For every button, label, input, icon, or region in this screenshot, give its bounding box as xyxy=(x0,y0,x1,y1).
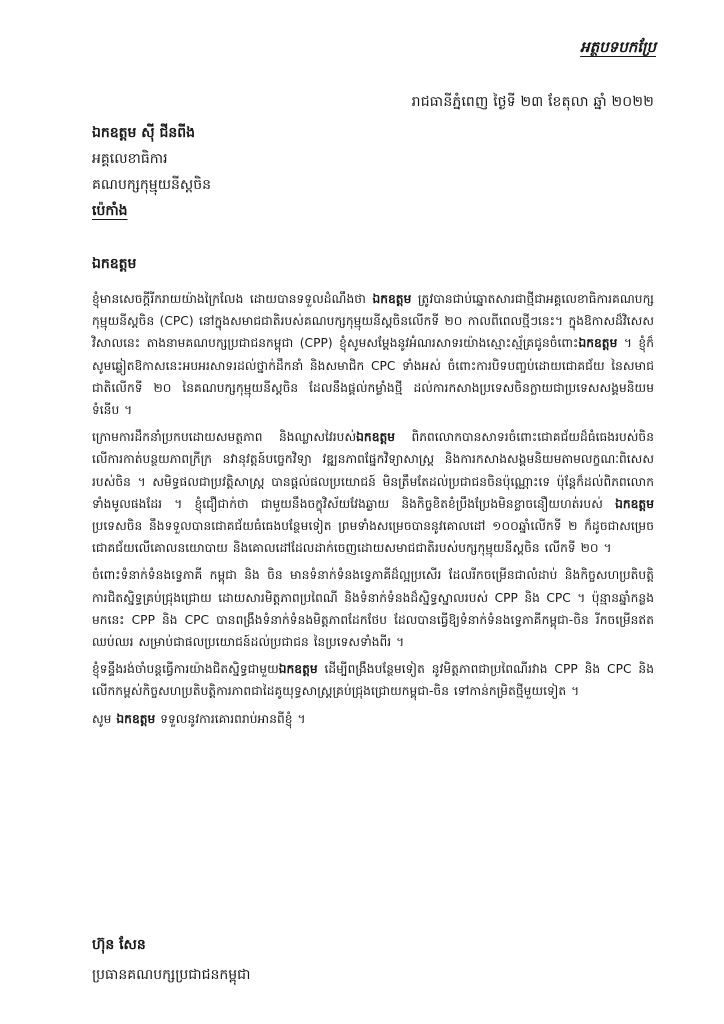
honorific: ឯកឧត្តម xyxy=(278,662,318,677)
paragraph-text: ប្រទេសចិន នឹងទទួលបានជោគជ័យធំធេងបន្ថែមទៀត ព្រមទាំងសម្រេចបាននូវគោលដៅ ១០០ឆ្នាំលើកទី ២ ក៏ដូចជាសម្រេចជោគជ័យលើគោលនយោបាយ និងគោលដៅដែលដាក់ចេញដោយសមាជជាតិរបស់បក្សកុម្មុយនីស្តចិន លើកទី ២០ ។ xyxy=(92,519,654,556)
honorific: ឯកឧត្តម xyxy=(116,711,156,726)
paragraph-leadership xyxy=(92,426,654,559)
paragraph-text: សូម xyxy=(92,711,117,726)
dateline: រាជធានីភ្នំពេញ ថ្ងៃទី ២៣ ខែតុលា ឆ្នាំ ២០២២ xyxy=(411,94,654,110)
recipient-name: ឯកឧត្តម ស៊ី ជីនពីង xyxy=(92,125,196,141)
paragraph-text: ពិភពលោកបានសាទរចំពោះជោគជ័យដ៏ធំធេងរបស់ចិន លើការកាត់បន្ថយភាពក្រីក្រ នវានុវត្តន៍បច្ចេកវិទ្យា វឌ្ឍនភាពផ្នែកវិទ្យាសាស្ត្រ និងការកសាងសង្គមនិយមតាមលក្ខណៈពិសេសរបស់ចិន ។ សមិទ្ធផលជាប្រវត្តិសាស្ត្រ បានផ្តល់ផលប្រយោជន៍ មិនត្រឹមតែដល់ប្រជាជនចិនប៉ុណ្ណោះទេ ប៉ុន្តែក៏ដល់ពិភពលោកទាំងមូលផងដែរ ។ ខ្ញុំជឿជាក់ថា ជាមួយនឹងចក្ខុវិស័យវែងឆ្ងាយ និងកិច្ចខិតខំប្រឹងប្រែងមិនខ្លាចនឿយហត់របស់ xyxy=(92,430,654,511)
paragraph-closing xyxy=(92,708,654,730)
paragraph-text: ដើម្បីពង្រឹងបន្ថែមទៀត នូវមិត្តភាពជាប្រពៃណីរវាង CPP និង CPC និងលើកកម្ពស់កិច្ចសហប្រតិបត្តិការភាពជាដៃគូយុទ្ធសាស្ត្រគ្រប់ជ្រុងជ្រោយកម្ពុជា-ចិន ទៅកាន់កម្រិតថ្មីមួយទៀត ។ xyxy=(92,662,654,699)
signer-name: ហ៊ុន សែន xyxy=(92,937,146,953)
recipient-block xyxy=(92,120,632,224)
paragraph-text: ទទួលនូវការគោរពរាប់អានពីខ្ញុំ ។ xyxy=(155,711,306,726)
translation-label: អត្ថបទបកប្រែ xyxy=(580,38,656,56)
honorific: ឯកឧត្តម xyxy=(356,430,396,445)
signer-title: ប្រធានគណបក្សប្រជាជនកម្ពុជា xyxy=(92,967,251,983)
honorific: ឯកឧត្តម xyxy=(578,336,618,351)
paragraph-future-cooperation xyxy=(92,658,654,702)
letter-body xyxy=(92,288,654,735)
paragraph-text: ខ្ញុំមានសេចក្តីរីករាយយ៉ាងក្រៃលែង ដោយបានទទួលដំណឹងថា xyxy=(92,292,373,306)
signature-block xyxy=(92,930,250,990)
paragraph-bilateral-relations: ចំពោះទំនាក់ទំនងទ្វេភាគី កម្ពុជា និង ចិន មានទំនាក់ទំនងទ្វេភាគីដ៏ល្អប្រសើរ ដែលរីកចម្រើនជាលំដាប់ និងកិច្ចសហប្រតិបត្តិការជិតស្និទ្ធគ្រប់ជ្រុងជ្រោយ ដោយសារមិត្តភាពប្រពៃណី និងទំនាក់ទំនងដ៏ស្និទ្ធស្នាលរបស់ CPP និង CPC ។ ប៉ុន្មានឆ្នាំកន្លងមកនេះ CPP និង CPC បានពង្រឹងទំនាក់ទំនងមិត្តភាពដែកថែប ដែលបានធ្វើឱ្យទំនាក់ទំនងទ្វេភាគីកម្ពុជា-ចិន រីកចម្រើនឥតឈប់ឈរ សម្រាប់ជាផលប្រយោជន៍ដល់ប្រជាជន នៃប្រទេសទាំងពីរ ។ xyxy=(92,568,654,650)
paragraph-congratulations xyxy=(92,288,654,421)
recipient-city: ប៉េកាំង xyxy=(92,203,128,219)
recipient-organization: គណបក្សកុម្មុយនីស្តចិន xyxy=(92,177,212,193)
salutation: ឯកឧត្តម xyxy=(92,256,137,272)
recipient-title: អគ្គលេខាធិការ xyxy=(92,151,168,167)
paragraph-text: ខ្ញុំទន្ទឹងរង់ចាំបន្តធ្វើការយ៉ាងជិតស្និទ្ធជាមួយ xyxy=(92,662,279,677)
honorific: ឯកឧត្តម xyxy=(372,292,412,306)
paragraph-text: ។ ខ្ញុំក៏សូមឆ្លៀតឱកាសនេះអបអរសាទរដល់ថ្នាក់ដឹកនាំ និងសមាជិក CPC ទាំងអស់ ចំពោះការបិទបញ្ចប់ដោយជោគជ័យ នៃសមាជជាតិលើកទី ២០ នៃគណបក្សកុម្មុយនីស្តចិន ដែលនឹងផ្តល់កម្លាំងថ្មី ដល់ការកសាងប្រទេសចិនក្លាយជាប្រទេសសង្គមនិយមទំនើប ។ xyxy=(92,336,654,418)
paragraph-text: ត្រូវបានជាប់ឆ្នោតសារជាថ្មីជាអគ្គលេខាធិការគណបក្សកុម្មុយនីស្តចិន (CPC) នៅក្នុងសមាជជាតិរបស់គណបក្សកុម្មុយនីស្តចិនលើកទី ២០ កាលពីពេលថ្មីៗនេះ។ ក្នុងឱកាសដ៏វិសេសវិសាលនេះ តាងនាមគណបក្សប្រជាជនកម្ពុជា (CPP) ខ្ញុំសូមសម្តែងនូវអំណរសាទរយ៉ាងស្មោះស្ម័គ្រជូនចំពោះ xyxy=(92,292,654,351)
honorific: ឯកឧត្តម xyxy=(615,496,654,511)
paragraph-text: ក្រោមការដឹកនាំប្រកបដោយសមត្ថភាព និងឈ្លាសវៃរបស់ xyxy=(92,430,357,445)
